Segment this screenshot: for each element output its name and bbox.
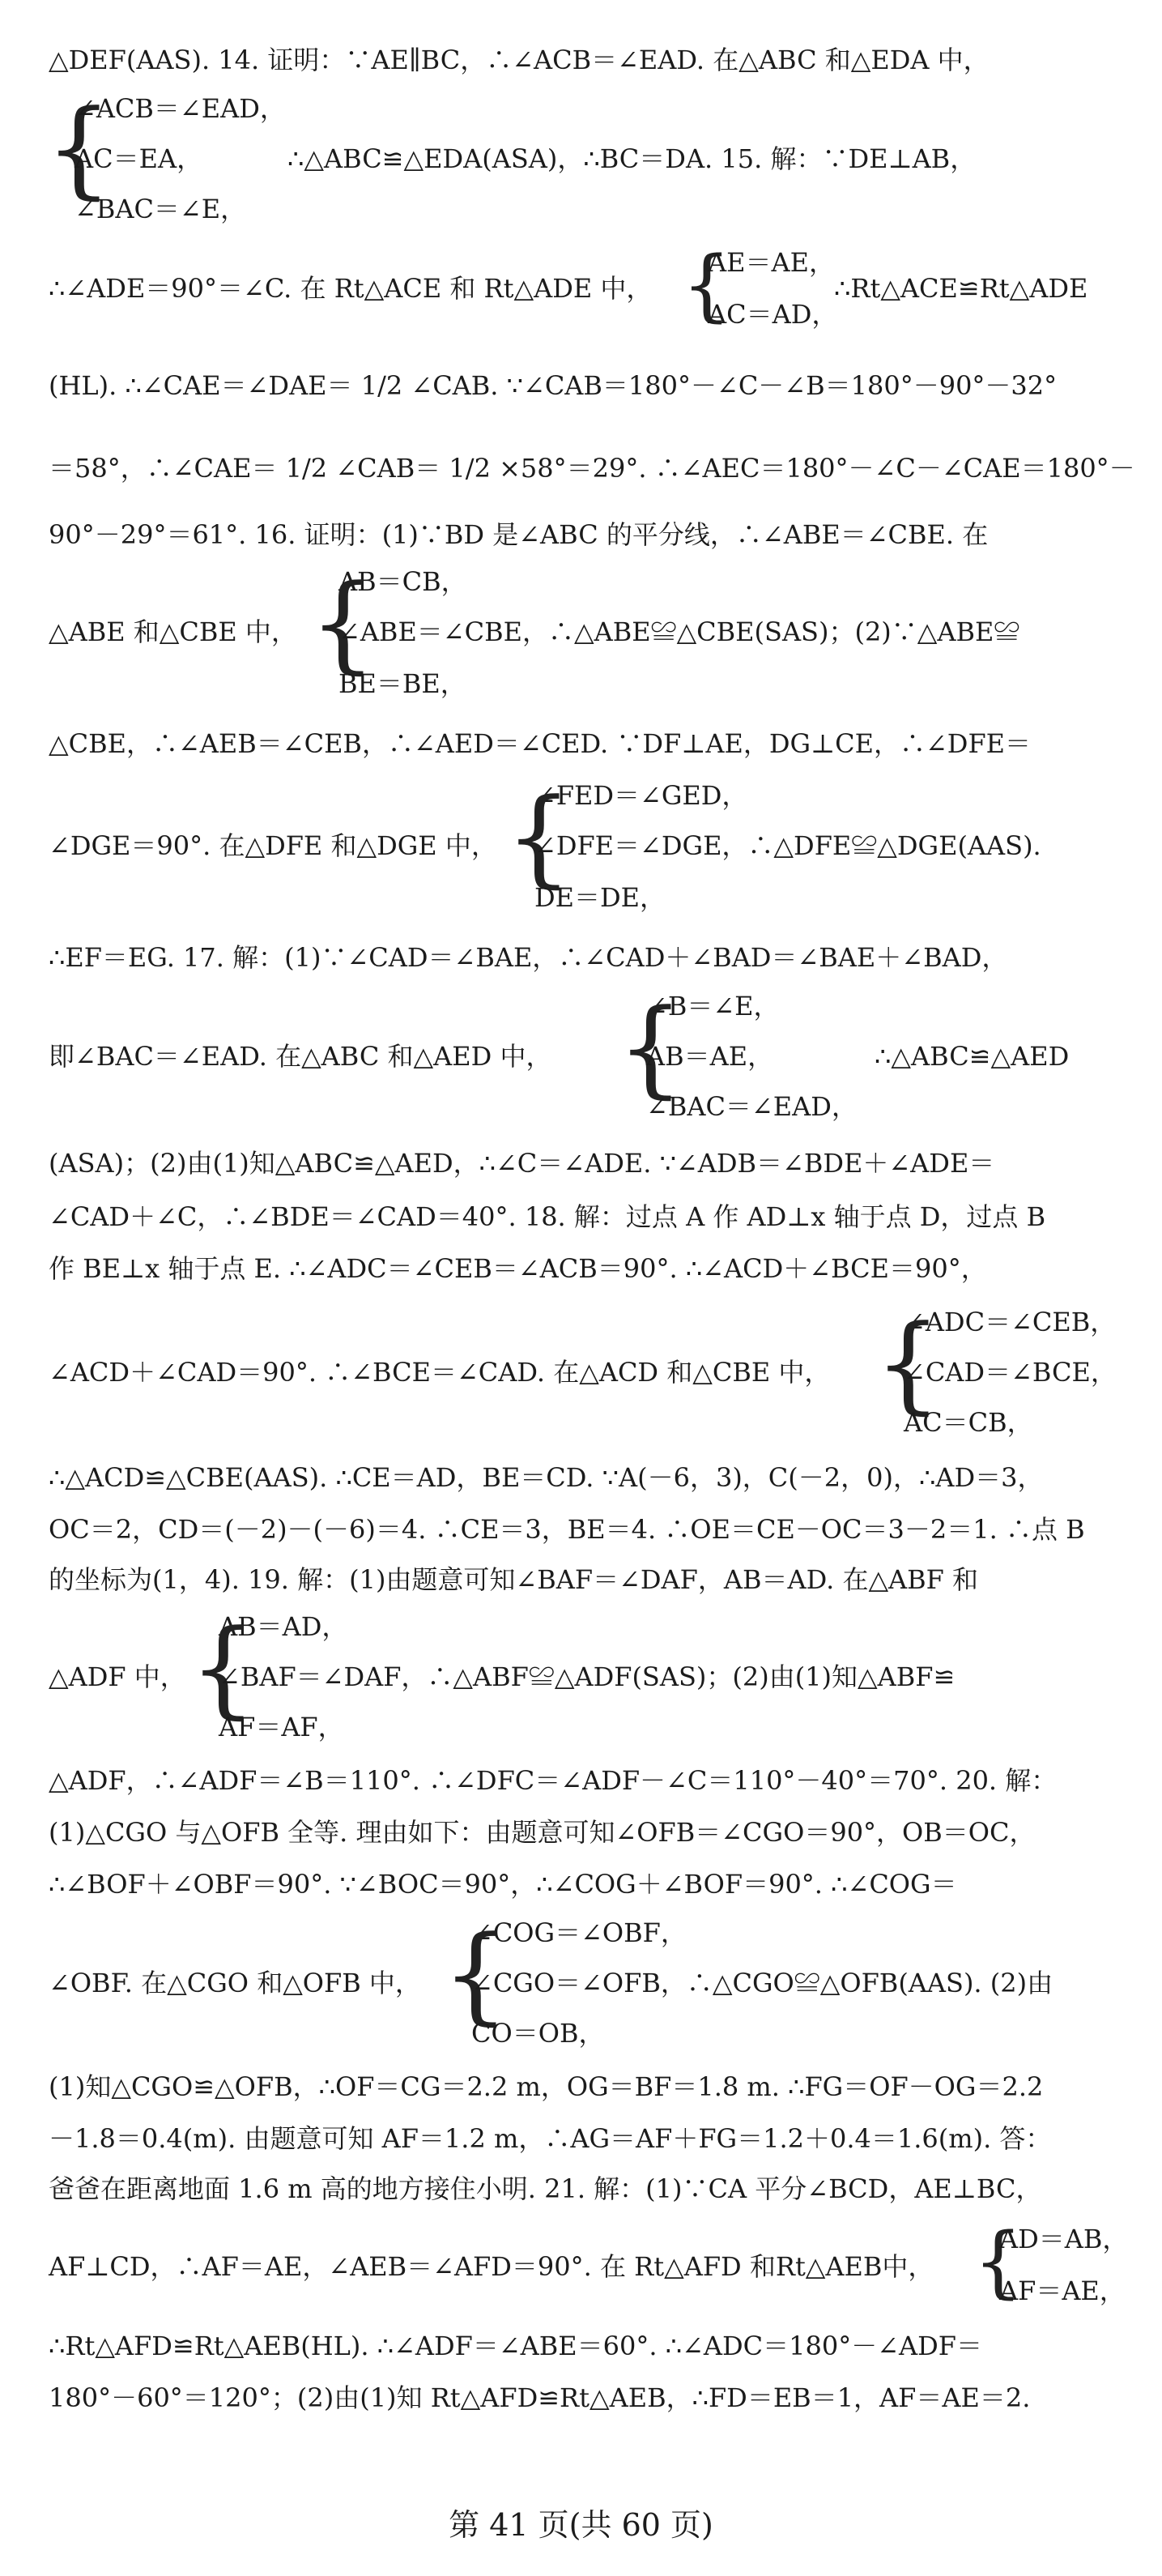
text-line: ∴EF＝EG. 17. 解：(1)∵∠CAD＝∠BAE，∴∠CAD＋∠BAD＝∠BAE＋∠BAD， (49, 942, 1008, 973)
text-line: 的坐标为(1，4). 19. 解：(1)由题意可知∠BAF＝∠DAF，AB＝AD. 在△ABF 和 (49, 1564, 979, 1595)
equation-row: ∠ACB＝∠EAD， (74, 93, 286, 124)
brace: { (617, 986, 684, 1109)
equation-row: ∠ADC＝∠CEB， (904, 1307, 1117, 1337)
text-line: △CBE，∴∠AEB＝∠CEB，∴∠AED＝∠CED. ∵DF⊥AE，DG⊥CE，∴∠DFE＝ (49, 728, 1032, 759)
text-line: (1)△CGO 与△OFB 全等. 理由如下：由题意可知∠OFB＝∠CGO＝90°，OB＝OC， (49, 1817, 1036, 1848)
text-line: ∠ACD＋∠CAD＝90°. ∴∠BCE＝∠CAD. 在△ACD 和△CBE 中， (49, 1357, 831, 1388)
brace: { (875, 1302, 942, 1425)
equation-row: ∠DFE＝∠DGE，∴△DFE≌△DGE(AAS). (534, 830, 1041, 861)
equation-row: AC＝EA， (74, 143, 203, 174)
text-line: ∠DGE＝90°. 在△DFE 和△DGE 中， (49, 830, 497, 861)
text-line: ∴Rt△AFD≌Rt△AEB(HL). ∴∠ADF＝∠ABE＝60°. ∴∠ADC＝180°－∠ADF＝ (49, 2331, 982, 2361)
text-line: (ASA)；(2)由(1)知△ABC≌△AED，∴∠C＝∠ADE. ∵∠ADB＝∠BDE＋∠ADE＝ (49, 1148, 995, 1179)
text-line: ∴∠ADE＝90°＝∠C. 在 Rt△ACE 和 Rt△ADE 中， (49, 273, 653, 304)
equation-row: AF＝AE， (999, 2275, 1126, 2306)
equation-row: ∠BAF＝∠DAF，∴△ABF≌△ADF(SAS)；(2)由(1)知△ABF≌ (219, 1661, 956, 1692)
equation-row: ∠BAC＝∠EAD， (646, 1091, 858, 1122)
text-line: 180°－60°＝120°；(2)由(1)知 Rt△AFD≌Rt△AEB，∴FD＝EB＝1，AF＝AE＝2. (49, 2382, 1031, 2413)
equation-row: DE＝DE， (534, 882, 666, 913)
text-line: ∴∠BOF＋∠OBF＝90°. ∵∠BOC＝90°，∴∠COG＋∠BOF＝90°. ∴∠COG＝ (49, 1869, 957, 1900)
text-line: 作 BE⊥x 轴于点 E. ∴∠ADC＝∠CEB＝∠ACB＝90°. ∴∠ACD＋∠BCE＝90°， (49, 1253, 987, 1284)
equation-row: ∠CGO＝∠OFB，∴△CGO≌△OFB(AAS). (2)由 (471, 1968, 1053, 1998)
text-line: AF⊥CD，∴AF＝AE，∠AEB＝∠AFD＝90°. 在 Rt△AFD 和Rt△AEB中， (49, 2251, 934, 2282)
text-line: (HL). ∴∠CAE＝∠DAE＝ 1/2 ∠CAB. ∵∠CAB＝180°－∠C－∠B＝180°－90°－32° (49, 370, 1058, 401)
text-line: ∴△ABC≌△EDA(ASA)，∴BC＝DA. 15. 解：∵DE⊥AB， (287, 143, 977, 174)
equation-row: AD＝AB， (999, 2224, 1129, 2254)
equation-row: AB＝AE， (646, 1041, 774, 1072)
equation-row: CO＝OB， (471, 2018, 605, 2049)
equation-row: AC＝CB， (904, 1407, 1033, 1438)
text-line: ∴△ACD≌△CBE(AAS). ∴CE＝AD，BE＝CD. ∵A(－6，3)，C(－2，0)，∴AD＝3， (49, 1462, 1044, 1493)
text-line: ∠CAD＋∠C，∴∠BDE＝∠CAD＝40°. 18. 解：过点 A 作 AD⊥x 轴于点 D，过点 B (49, 1201, 1046, 1232)
text-line: ＝58°，∴∠CAE＝ 1/2 ∠CAB＝ 1/2 ×58°＝29°. ∴∠AEC＝180°－∠C－∠CAE＝180°－ (49, 453, 1135, 484)
text-line: (1)知△CGO≌△OFB，∴OF＝CG＝2.2 m，OG＝BF＝1.8 m. ∴FG＝OF－OG＝2.2 (49, 2071, 1044, 2102)
equation-row: ∠BAC＝∠E， (74, 194, 247, 224)
brace: { (442, 1913, 509, 2036)
equation-row: BE＝BE， (338, 668, 466, 699)
page-number: 第 41 页(共 60 页) (449, 2507, 713, 2543)
brace: { (45, 87, 113, 210)
equation-row: ∠ABE＝∠CBE，∴△ABE≌△CBE(SAS)；(2)∵△ABE≌ (338, 616, 1020, 647)
text-line: △ABE 和△CBE 中， (49, 616, 297, 647)
text-line: ∴Rt△ACE≌Rt△ADE (834, 273, 1088, 304)
equation-row: AB＝AD， (219, 1611, 348, 1642)
text-line: △ADF，∴∠ADF＝∠B＝110°. ∴∠DFC＝∠ADF－∠C＝110°－40°＝70°. 20. 解： (49, 1765, 1058, 1796)
brace: { (973, 2216, 1024, 2307)
equation-row: ∠B＝∠E， (646, 991, 780, 1021)
equation-row: ∠FED＝∠GED， (534, 780, 748, 811)
brace: { (682, 240, 732, 331)
brace: { (189, 1606, 257, 1729)
equation-row: ∠CAD＝∠BCE， (904, 1357, 1117, 1388)
text-line: △ADF 中， (49, 1661, 186, 1692)
equation-row: AC＝AD， (708, 299, 838, 330)
equation-row: ∠COG＝∠OBF， (471, 1917, 687, 1948)
text-line: △DEF(AAS). 14. 证明：∵AE∥BC，∴∠ACB＝∠EAD. 在△ABC 和△EDA 中， (49, 45, 990, 75)
text-line: －1.8＝0.4(m). 由题意可知 AF＝1.2 m，∴AG＝AF＋FG＝1.2＋0.4＝1.6(m). 答： (49, 2123, 1052, 2154)
text-line: ∴△ABC≌△AED (875, 1041, 1070, 1072)
text-line: ∠OBF. 在△CGO 和△OFB 中， (49, 1968, 421, 1998)
equation-row: AF＝AF， (219, 1712, 344, 1742)
equation-row: AB＝CB， (338, 566, 467, 597)
brace: { (505, 775, 572, 898)
text-line: 即∠BAC＝∠EAD. 在△ABC 和△AED 中， (49, 1041, 552, 1072)
text-line: 90°－29°＝61°. 16. 证明：(1)∵BD 是∠ABC 的平分线，∴∠ABE＝∠CBE. 在 (49, 519, 989, 550)
text-line: OC＝2，CD＝(－2)－(－6)＝4. ∴CE＝3，BE＝4. ∴OE＝CE－OC＝3－2＝1. ∴点 B (49, 1514, 1085, 1545)
equation-row: AE＝AE， (708, 247, 835, 278)
text-line: 爸爸在距离地面 1.6 m 高的地方接住小明. 21. 解：(1)∵CA 平分∠BCD，AE⊥BC， (49, 2173, 1042, 2204)
brace: { (309, 561, 377, 685)
